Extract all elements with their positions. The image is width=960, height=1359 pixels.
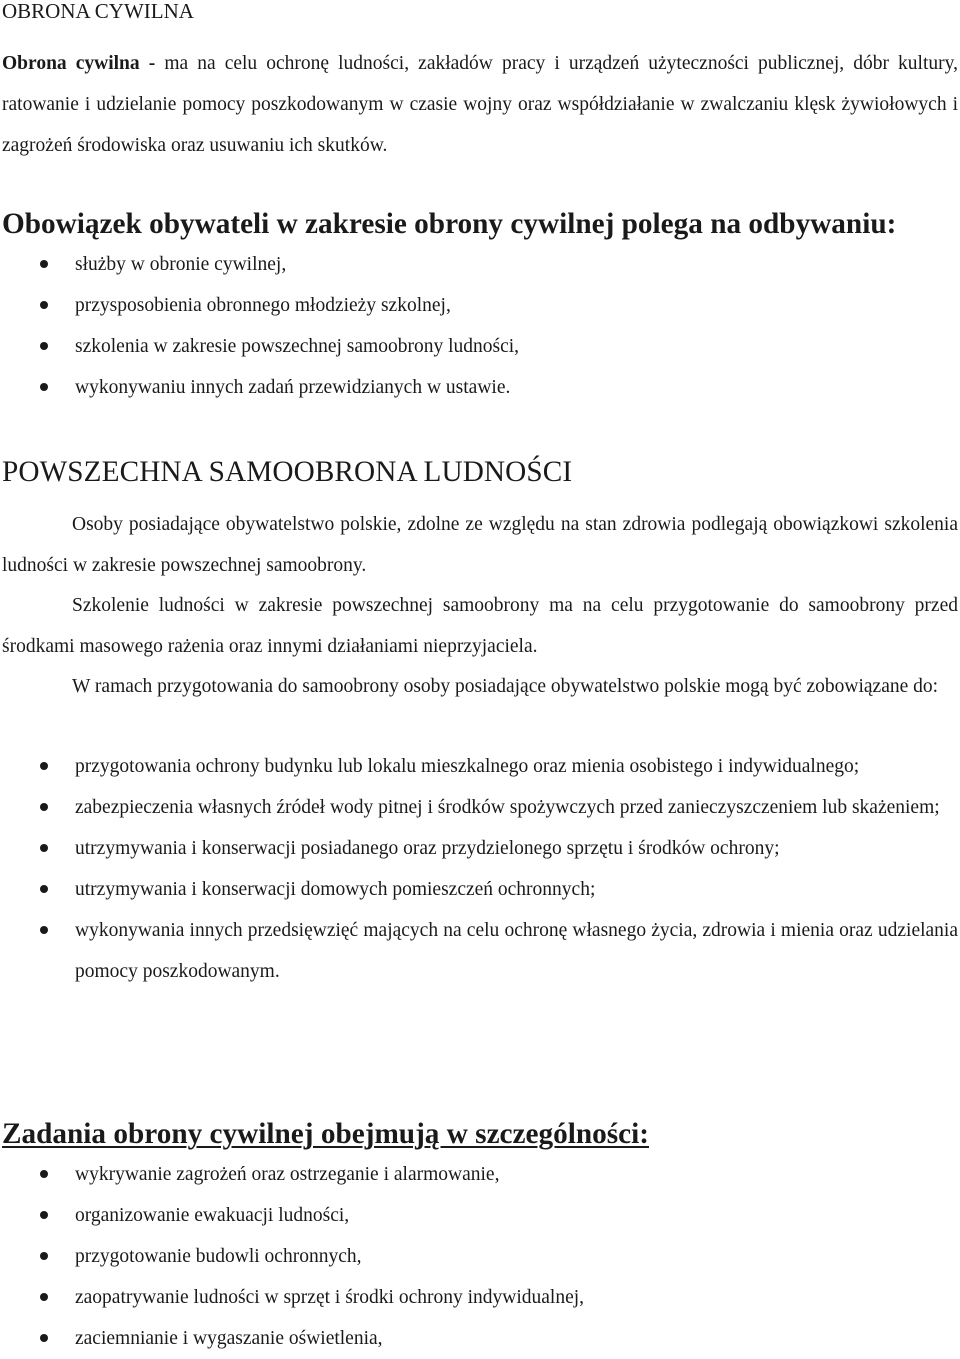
bullet-icon [40,260,48,268]
intro-text: ma na celu ochronę ludności, zakładów pracy i urządzeń użyteczności publicznej, dóbr kultury, ratowanie i udzielanie pomocy poszkodowanym w czasie wojny oraz współdziałanie w zwalczaniu klęsk żywiołowych i zagrożeń środowiska oraz usuwaniu ich skutków. [2,53,958,156]
list-item: zaciemnianie i wygaszanie oświetlenia, [2,1318,958,1359]
list-item: organizowanie ewakuacji ludności, [2,1195,958,1236]
list-item: utrzymywania i konserwacji posiadanego oraz przydzielonego sprzętu i środków ochrony; [2,828,958,869]
tasks-list [2,1154,958,1359]
bullet-icon [40,926,48,934]
list-item: przysposobienia obronnego młodzieży szkolnej, [2,285,958,326]
intro-paragraph [2,43,958,166]
list-item: służby w obronie cywilnej, [2,244,958,285]
bullet-icon [40,1211,48,1219]
bullet-icon [40,301,48,309]
list-item: przygotowania ochrony budynku lub lokalu mieszkalnego oraz mienia osobistego i indywidualnego; [2,746,958,787]
list-item: przygotowanie budowli ochronnych, [2,1236,958,1277]
intro-term: Obrona cywilna - [2,53,165,74]
bullet-icon [40,803,48,811]
list-item: utrzymywania i konserwacji domowych pomieszczeń ochronnych; [2,869,958,910]
self-defense-list [2,746,958,992]
bullet-icon [40,844,48,852]
list-item: wykonywania innych przedsięwzięć mających na celu ochronę własnego życia, zdrowia i mienia oraz udzielania pomocy poszkodowanym. [2,910,958,992]
bullet-icon [40,383,48,391]
bullet-icon [40,342,48,350]
duties-list [2,244,958,408]
bullet-icon [40,1293,48,1301]
list-item: zaopatrywanie ludności w sprzęt i środki ochrony indywidualnej, [2,1277,958,1318]
bullet-icon [40,1170,48,1178]
bullet-icon [40,762,48,770]
bullet-icon [40,885,48,893]
list-item: zabezpieczenia własnych źródeł wody pitnej i środków spożywczych przed zanieczyszczeniem lub skażeniem; [2,787,958,828]
list-item: wykonywaniu innych zadań przewidzianych w ustawie. [2,367,958,408]
tasks-heading: Zadania obrony cywilnej obejmują w szczególności: [2,1118,649,1150]
bullet-icon [40,1334,48,1342]
duties-heading: Obowiązek obywateli w zakresie obrony cywilnej polega na odbywaniu: [2,208,897,240]
bullet-icon [40,1252,48,1260]
self-defense-paragraph-3: W ramach przygotowania do samoobrony osoby posiadające obywatelstwo polskie mogą być zobowiązane do: [72,676,939,697]
self-defense-paragraph-1: Osoby posiadające obywatelstwo polskie, zdolne ze względu na stan zdrowia podlegają obowiązkowi szkolenia ludności w zakresie powszechnej samoobrony. [2,514,958,576]
list-item: wykrywanie zagrożeń oraz ostrzeganie i alarmowanie, [2,1154,958,1195]
list-item: szkolenia w zakresie powszechnej samoobrony ludności, [2,326,958,367]
self-defense-heading: POWSZECHNA SAMOOBRONA LUDNOŚCI [2,456,573,488]
self-defense-paragraph-2: Szkolenie ludności w zakresie powszechnej samoobrony ma na celu przygotowanie do samoobrony przed środkami masowego rażenia oraz innymi działaniami nieprzyjaciela. [2,595,958,657]
document-title: OBRONA CYWILNA [2,0,194,23]
